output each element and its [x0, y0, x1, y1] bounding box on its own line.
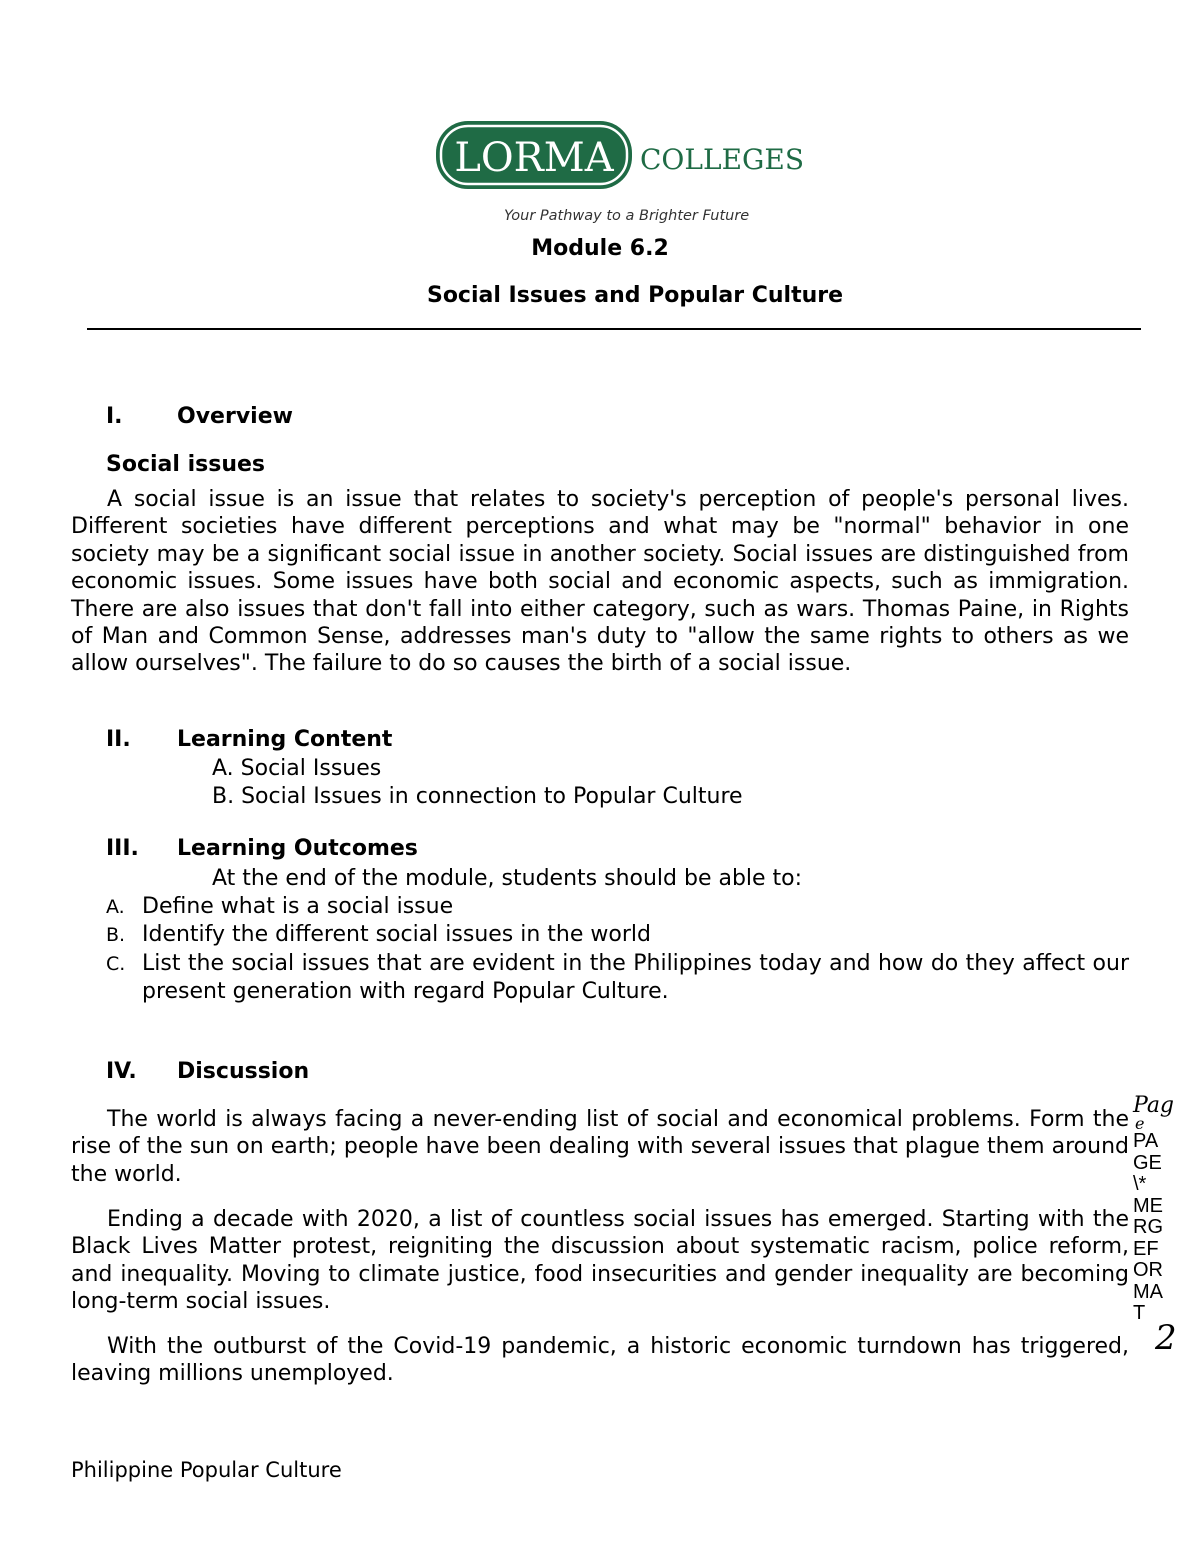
page-title: Social Issues and Popular Culture [426, 283, 844, 308]
page-field-line: OR [1133, 1259, 1163, 1281]
overview-paragraph: A social issue is an issue that relates to society's perception of people's personal lives. Different societies have different perceptions and what may be "normal" behavior in one society may be a significant social issue in another society. Social issues are distinguished from economic issues. Some issues have both social and economic aspects, such as immigration. There are also issues that don't fall into either category, such as wars. Thomas Paine, in Rights of Man and Common Sense, addresses man's duty to "allow the same rights to others as we allow ourselves". The failure to do so causes the birth of a social issue. [71, 487, 1129, 677]
logo-tagline: Your Pathway to a Brighter Future [504, 208, 750, 224]
page-field-line: GE [1133, 1151, 1162, 1174]
learning-content-heading: Learning Content [177, 727, 393, 752]
learning-outcomes-heading: Learning Outcomes [177, 836, 418, 861]
title-rule [87, 328, 1141, 330]
page-field-e: e [1135, 1114, 1145, 1133]
discussion-number: IV. [106, 1059, 137, 1084]
overview-heading: Overview [177, 404, 293, 429]
module-number: Module 6.2 [531, 236, 669, 261]
outcome-item: Identify the different social issues in the world [142, 922, 651, 947]
page-field-column [1133, 1095, 1193, 1325]
outcome-letter: C. [106, 953, 126, 975]
page-field-pag: Pag [1133, 1093, 1175, 1118]
social-issues-subheading: Social issues [106, 452, 265, 477]
learning-content-number: II. [106, 727, 131, 752]
page-field-line: EF [1133, 1237, 1159, 1260]
discussion-paragraph: The world is always facing a never-ending list of social and economical problems. Form the rise of the sun on earth; people have been dealing with several issues that plague them around the world. [71, 1107, 1129, 1187]
outcome-letter: B. [106, 924, 126, 946]
lorma-colleges-logo [432, 117, 832, 227]
page-field-line: MA [1133, 1280, 1163, 1303]
page-field-line: ME [1133, 1194, 1163, 1217]
discussion-paragraph: With the outburst of the Covid-19 pandemic, a historic economic turndown has triggered, leaving millions unemployed. [71, 1334, 1129, 1387]
learning-content-item: B. Social Issues in connection to Popular Culture [212, 784, 743, 809]
learning-content-item: A. Social Issues [212, 756, 382, 781]
outcome-item: List the social issues that are evident in the Philippines today and how do they affect our present generation with regard Popular Culture. [142, 951, 1129, 1004]
logo-primary-text: LORMA [454, 135, 614, 181]
logo-secondary-text: COLLEGES [640, 143, 804, 176]
outcome-item: Define what is a social issue [142, 894, 454, 919]
page-field-line: T [1133, 1302, 1146, 1324]
learning-outcomes-intro: At the end of the module, students should be able to: [212, 866, 803, 891]
page-field-line: \* [1133, 1173, 1147, 1195]
discussion-heading: Discussion [177, 1059, 310, 1084]
footer-text: Philippine Popular Culture [71, 1458, 342, 1482]
learning-outcomes-number: III. [106, 836, 139, 861]
page-field-line: PA [1133, 1130, 1159, 1152]
discussion-paragraph: Ending a decade with 2020, a list of countless social issues has emerged. Starting with the Black Lives Matter protest, reigniting the discussion about systematic racism, police reform, and inequality. Moving to climate justice, food insecurities and gender inequality are becoming long-term social issues. [71, 1207, 1129, 1315]
page-number: 2 [1155, 1318, 1177, 1358]
outcome-letter: A. [106, 896, 125, 918]
overview-number: I. [106, 404, 123, 429]
page-field-line: RG [1133, 1216, 1163, 1238]
